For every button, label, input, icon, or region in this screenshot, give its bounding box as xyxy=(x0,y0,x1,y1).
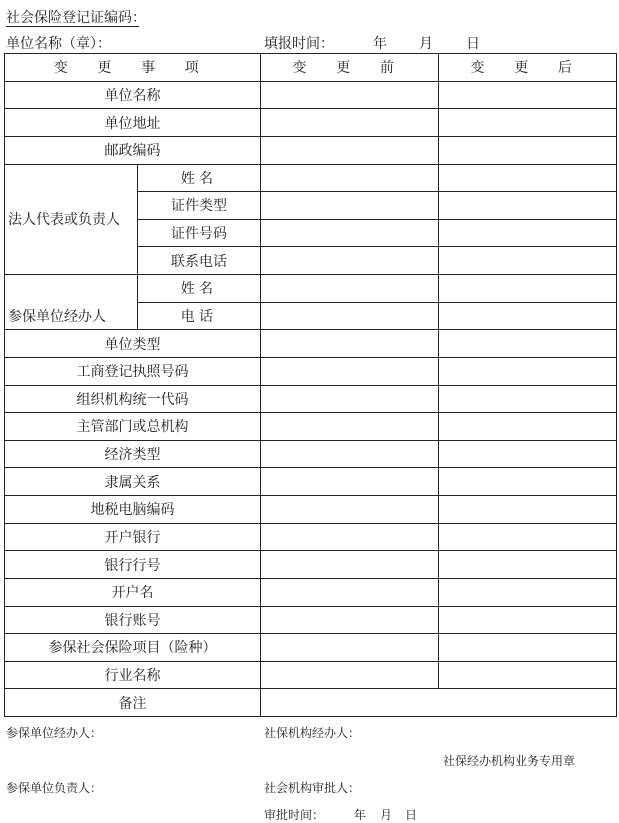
col-header-after: 变 更 后 xyxy=(439,54,617,82)
label-bank: 开户银行 xyxy=(5,523,261,551)
agency-stamp-label: 社保经办机构业务专用章 xyxy=(443,754,576,768)
approve-day-label: 日 xyxy=(405,808,418,822)
row-affiliation xyxy=(5,468,617,496)
row-tax-code xyxy=(5,496,617,524)
row-legal-name xyxy=(5,164,617,192)
cell-before[interactable] xyxy=(261,357,439,385)
fill-day-label: 日 xyxy=(466,36,480,52)
label-legal-id-no: 证件号码 xyxy=(138,219,261,247)
cell-after[interactable] xyxy=(439,219,617,247)
cell-before[interactable] xyxy=(261,661,439,689)
cell-after[interactable] xyxy=(439,634,617,662)
cell-before[interactable] xyxy=(261,330,439,358)
label-tax-code: 地税电脑编码 xyxy=(5,496,261,524)
cell-after[interactable] xyxy=(439,109,617,137)
cell-after[interactable] xyxy=(439,523,617,551)
label-account-name: 开户名 xyxy=(5,578,261,606)
label-org-code: 组织机构统一代码 xyxy=(5,385,261,413)
cell-before[interactable] xyxy=(261,578,439,606)
row-agent-name xyxy=(5,275,617,303)
cell-before[interactable] xyxy=(261,219,439,247)
unit-head-sign-label: 参保单位负责人： xyxy=(6,781,103,795)
cell-after[interactable] xyxy=(439,192,617,220)
cell-before[interactable] xyxy=(261,634,439,662)
cell-before[interactable] xyxy=(261,440,439,468)
cell-before[interactable] xyxy=(261,468,439,496)
registration-code-label: 社会保险登记证编码： xyxy=(6,10,146,26)
label-economic-type: 经济类型 xyxy=(5,440,261,468)
fill-month-label: 月 xyxy=(419,36,433,52)
cell-before[interactable] xyxy=(261,81,439,109)
cell-before[interactable] xyxy=(261,247,439,275)
label-unit-type: 单位类型 xyxy=(5,330,261,358)
cell-before[interactable] xyxy=(261,192,439,220)
label-agent-phone: 电话 xyxy=(138,302,261,330)
change-form-table xyxy=(4,53,617,717)
row-insurance-items xyxy=(5,634,617,662)
cell-after[interactable] xyxy=(439,302,617,330)
cell-before[interactable] xyxy=(261,164,439,192)
label-authority: 主管部门或总机构 xyxy=(5,413,261,441)
col-header-before: 变 更 前 xyxy=(261,54,439,82)
label-account-no: 银行账号 xyxy=(5,606,261,634)
label-legal-phone: 联系电话 xyxy=(138,247,261,275)
row-unit-name xyxy=(5,81,617,109)
unit-name-seal-label: 单位名称（章）： xyxy=(6,36,111,52)
cell-after[interactable] xyxy=(439,164,617,192)
row-economic-type xyxy=(5,440,617,468)
cell-remarks[interactable] xyxy=(261,689,617,717)
cell-before[interactable] xyxy=(261,136,439,164)
cell-before[interactable] xyxy=(261,385,439,413)
label-agent-name: 姓名 xyxy=(138,275,261,303)
cell-after[interactable] xyxy=(439,606,617,634)
row-authority xyxy=(5,413,617,441)
label-legal-id-type: 证件类型 xyxy=(138,192,261,220)
row-bank xyxy=(5,523,617,551)
row-account-name xyxy=(5,578,617,606)
label-remarks: 备注 xyxy=(5,689,261,717)
row-industry xyxy=(5,661,617,689)
fill-year-label: 年 xyxy=(373,36,387,52)
cell-after[interactable] xyxy=(439,357,617,385)
label-affiliation: 隶属关系 xyxy=(5,468,261,496)
cell-after[interactable] xyxy=(439,330,617,358)
cell-before[interactable] xyxy=(261,302,439,330)
label-unit-name: 单位名称 xyxy=(5,81,261,109)
row-business-license xyxy=(5,357,617,385)
cell-after[interactable] xyxy=(439,551,617,579)
row-unit-address xyxy=(5,109,617,137)
approve-year-label: 年 xyxy=(354,808,367,822)
cell-after[interactable] xyxy=(439,81,617,109)
label-unit-address: 单位地址 xyxy=(5,109,261,137)
agency-agent-sign-label: 社保机构经办人： xyxy=(264,726,361,740)
cell-after[interactable] xyxy=(439,413,617,441)
col-header-item: 变 更 事 项 xyxy=(5,54,261,82)
label-legal-name: 姓名 xyxy=(138,164,261,192)
registration-code-underline xyxy=(6,26,139,27)
cell-before[interactable] xyxy=(261,109,439,137)
approve-month-label: 月 xyxy=(380,808,393,822)
label-legal-representative: 法人代表或负责人 xyxy=(5,164,138,275)
row-remarks xyxy=(5,689,617,717)
label-bank-code: 银行行号 xyxy=(5,551,261,579)
cell-before[interactable] xyxy=(261,275,439,303)
cell-after[interactable] xyxy=(439,578,617,606)
cell-before[interactable] xyxy=(261,523,439,551)
row-postal-code xyxy=(5,136,617,164)
cell-after[interactable] xyxy=(439,247,617,275)
cell-after[interactable] xyxy=(439,275,617,303)
cell-after[interactable] xyxy=(439,468,617,496)
cell-after[interactable] xyxy=(439,136,617,164)
label-industry: 行业名称 xyxy=(5,661,261,689)
label-insurance-items: 参保社会保险项目（险种） xyxy=(5,634,261,662)
cell-after[interactable] xyxy=(439,496,617,524)
cell-before[interactable] xyxy=(261,606,439,634)
label-postal-code: 邮政编码 xyxy=(5,136,261,164)
row-org-code xyxy=(5,385,617,413)
cell-after[interactable] xyxy=(439,440,617,468)
label-unit-agent: 参保单位经办人 xyxy=(5,275,138,330)
approver-sign-label: 社会机构审批人： xyxy=(264,781,361,795)
cell-before[interactable] xyxy=(261,413,439,441)
cell-before[interactable] xyxy=(261,551,439,579)
cell-before[interactable] xyxy=(261,496,439,524)
row-account-no xyxy=(5,606,617,634)
unit-agent-sign-label: 参保单位经办人： xyxy=(6,726,103,740)
cell-after[interactable] xyxy=(439,661,617,689)
label-business-license: 工商登记执照号码 xyxy=(5,357,261,385)
row-bank-code xyxy=(5,551,617,579)
row-unit-type xyxy=(5,330,617,358)
fill-time-label: 填报时间： xyxy=(264,36,334,52)
cell-after[interactable] xyxy=(439,385,617,413)
approve-time-label: 审批时间： xyxy=(264,808,325,822)
table-header-row xyxy=(5,54,617,82)
